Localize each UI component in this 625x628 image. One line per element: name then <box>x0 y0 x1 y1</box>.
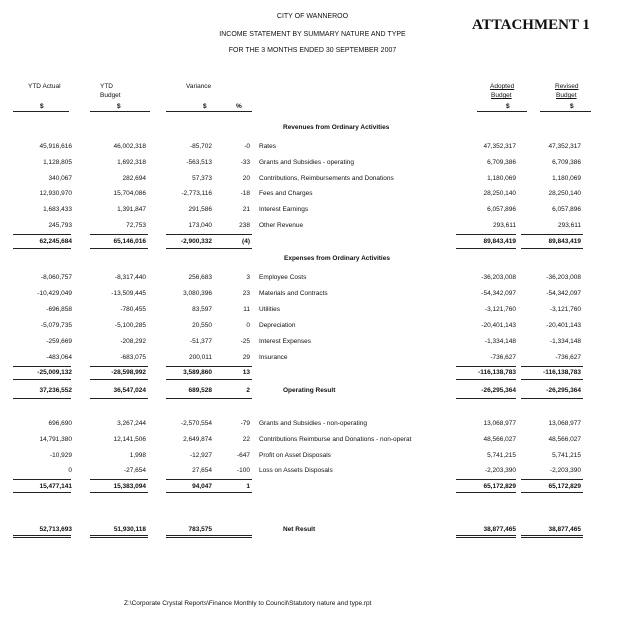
col-variance: Variance <box>186 83 212 90</box>
row-label: Fees and Charges <box>259 190 313 197</box>
section-revenue-title: Revenues from Ordinary Activities <box>283 124 390 131</box>
cell-budget: -13,509,445 <box>111 290 146 297</box>
cell-adopted: 48,566,027 <box>483 436 516 443</box>
unit-adopted: $ <box>506 103 510 110</box>
cell-budget: 15,383,094 <box>113 483 146 490</box>
section-expenses-title: Expenses from Ordinary Activities <box>284 255 390 262</box>
cell-revised: -36,203,008 <box>546 274 581 281</box>
report-period: FOR THE 3 MONTHS ENDED 30 SEPTEMBER 2007 <box>228 47 397 54</box>
cell-pct: 11 <box>243 306 250 313</box>
cell-adopted: -26,295,364 <box>481 387 516 394</box>
cell-budget: -8,317,440 <box>114 274 146 281</box>
row-label: Interest Expenses <box>259 338 312 345</box>
cell-revised: 47,352,317 <box>548 143 581 150</box>
cell-var: -563,513 <box>186 159 212 166</box>
cell-actual: 340,067 <box>48 175 72 182</box>
attachment-label: ATTACHMENT 1 <box>472 17 590 33</box>
row-label: Profit on Asset Disposals <box>259 452 331 459</box>
cell-actual: 15,477,141 <box>39 483 72 490</box>
cell-pct: 20 <box>242 175 250 182</box>
row-label: Operating Result <box>283 387 336 394</box>
cell-adopted: 293,611 <box>492 222 516 229</box>
cell-actual: 245,793 <box>48 222 72 229</box>
unit-percent: % <box>236 103 242 110</box>
cell-adopted: 6,057,896 <box>487 206 516 213</box>
cell-var: -85,702 <box>189 143 212 150</box>
cell-revised: 293,611 <box>557 222 581 229</box>
cell-adopted: 6,709,386 <box>487 159 516 166</box>
col-revised-line1: Revised <box>555 83 579 90</box>
cell-budget: 282,694 <box>122 175 146 182</box>
cell-actual: 37,236,552 <box>39 387 72 394</box>
cell-pct: 1 <box>246 483 250 490</box>
cell-pct: -0 <box>244 143 250 150</box>
cell-actual: -10,429,049 <box>37 290 72 297</box>
cell-budget: 51,930,118 <box>113 526 146 533</box>
cell-adopted: -2,203,390 <box>484 467 516 474</box>
cell-var: 3,080,396 <box>183 290 212 297</box>
cell-adopted: 65,172,829 <box>483 483 516 490</box>
cell-revised: -1,334,148 <box>549 338 581 345</box>
cell-revised: 1,180,069 <box>552 175 581 182</box>
row-label: Utilities <box>259 306 280 313</box>
cell-budget: 72,753 <box>126 222 146 229</box>
row-label: Net Result <box>283 526 316 533</box>
row-label: Insurance <box>259 354 288 361</box>
cell-revised: 38,877,465 <box>548 526 581 533</box>
cell-var: 57,373 <box>192 175 212 182</box>
cell-revised: -54,342,097 <box>546 290 581 297</box>
cell-budget: 1,692,318 <box>117 159 146 166</box>
unit-revised: $ <box>570 103 574 110</box>
cell-budget: -5,100,285 <box>114 322 146 329</box>
cell-pct: 13 <box>242 369 250 376</box>
cell-var: 83,597 <box>192 306 212 313</box>
cell-adopted: 13,068,977 <box>483 420 516 427</box>
cell-revised: -26,295,364 <box>546 387 581 394</box>
cell-var: 291,586 <box>188 206 212 213</box>
cell-pct: (4) <box>242 238 250 245</box>
cell-actual: 14,791,380 <box>39 436 72 443</box>
cell-adopted: -1,334,148 <box>484 338 516 345</box>
cell-var: 173,040 <box>188 222 212 229</box>
cell-actual: -259,669 <box>46 338 72 345</box>
cell-adopted: 28,250,140 <box>483 190 516 197</box>
col-ytd-budget-line2: Budget <box>100 92 121 99</box>
cell-var: -2,570,554 <box>180 420 212 427</box>
cell-adopted: 1,180,069 <box>487 175 516 182</box>
cell-pct: 23 <box>242 290 250 297</box>
cell-revised: -736,627 <box>555 354 581 361</box>
col-revised-line2: Budget <box>556 92 577 99</box>
cell-actual: 45,916,616 <box>39 143 72 150</box>
cell-adopted: 5,741,215 <box>487 452 516 459</box>
row-label: Contributions Reimburse and Donations - non-operat <box>259 436 412 443</box>
cell-pct: -79 <box>240 420 250 427</box>
cell-var: 200,011 <box>188 354 212 361</box>
cell-actual: 1,128,805 <box>43 159 72 166</box>
row-label: Employee Costs <box>259 274 307 281</box>
cell-var: 94,047 <box>192 483 212 490</box>
cell-adopted: -36,203,008 <box>481 274 516 281</box>
cell-var: -12,927 <box>189 452 212 459</box>
cell-actual: 0 <box>68 467 72 474</box>
cell-actual: 12,930,970 <box>39 190 72 197</box>
unit-variance: $ <box>203 103 207 110</box>
cell-pct: 2 <box>246 387 250 394</box>
cell-revised: 13,068,977 <box>548 420 581 427</box>
cell-adopted: 89,843,419 <box>483 238 516 245</box>
cell-actual: -5,079,735 <box>40 322 72 329</box>
cell-pct: -647 <box>236 452 250 459</box>
cell-var: 2,649,874 <box>183 436 212 443</box>
cell-var: -2,900,332 <box>180 238 212 245</box>
cell-pct: -25 <box>240 338 250 345</box>
cell-adopted: -116,138,783 <box>478 369 516 376</box>
cell-budget: 1,998 <box>129 452 146 459</box>
cell-var: 256,683 <box>188 274 212 281</box>
unit-budget: $ <box>117 103 121 110</box>
cell-actual: 696,690 <box>48 420 72 427</box>
cell-adopted: -20,401,143 <box>481 322 516 329</box>
cell-budget: 46,002,318 <box>113 143 146 150</box>
cell-pct: -100 <box>236 467 250 474</box>
col-adopted-line2: Budget <box>491 92 512 99</box>
row-label: Grants and Subsidies - non-operating <box>259 420 368 427</box>
cell-budget: -683,075 <box>120 354 146 361</box>
cell-revised: -3,121,760 <box>549 306 581 313</box>
cell-pct: 22 <box>242 436 250 443</box>
cell-var: 689,528 <box>188 387 212 394</box>
row-label: Loss on Assets Disposals <box>259 467 333 474</box>
cell-revised: 6,057,896 <box>552 206 581 213</box>
cell-revised: 28,250,140 <box>548 190 581 197</box>
cell-actual: -483,064 <box>46 354 72 361</box>
row-label: Grants and Subsidies - operating <box>259 159 355 166</box>
col-ytd-actual: YTD Actual <box>28 83 61 90</box>
cell-pct: 238 <box>239 222 250 229</box>
cell-actual: 1,683,433 <box>43 206 72 213</box>
cell-budget: -27,654 <box>123 467 146 474</box>
cell-adopted: -3,121,760 <box>484 306 516 313</box>
cell-revised: -20,401,143 <box>546 322 581 329</box>
cell-budget: 12,141,506 <box>113 436 146 443</box>
cell-var: -51,377 <box>189 338 212 345</box>
cell-actual: -25,009,132 <box>37 369 72 376</box>
cell-budget: 36,547,024 <box>113 387 146 394</box>
cell-pct: 3 <box>246 274 250 281</box>
cell-pct: 29 <box>242 354 250 361</box>
report-title: INCOME STATEMENT BY SUMMARY NATURE AND TYPE <box>219 31 406 38</box>
cell-adopted: 38,877,465 <box>483 526 516 533</box>
cell-pct: 21 <box>242 206 250 213</box>
cell-budget: 15,704,086 <box>113 190 146 197</box>
cell-pct: -33 <box>240 159 250 166</box>
org-name: CITY OF WANNEROO <box>276 13 349 20</box>
row-label: Materials and Contracts <box>259 290 328 297</box>
row-label: Depreciation <box>259 322 296 329</box>
cell-actual: 62,245,684 <box>39 238 72 245</box>
row-label: Contributions, Reimbursements and Donations <box>259 175 394 182</box>
cell-var: 783,575 <box>188 526 212 533</box>
cell-actual: -696,858 <box>46 306 72 313</box>
unit-actual: $ <box>40 103 44 110</box>
cell-var: 3,589,860 <box>183 369 212 376</box>
row-label: Rates <box>259 143 276 150</box>
cell-var: 20,550 <box>192 322 212 329</box>
cell-adopted: 47,352,317 <box>483 143 516 150</box>
cell-revised: -116,138,783 <box>543 369 581 376</box>
cell-budget: 1,391,847 <box>117 206 146 213</box>
cell-adopted: -736,627 <box>490 354 516 361</box>
cell-revised: 5,741,215 <box>552 452 581 459</box>
row-label: Other Revenue <box>259 222 304 229</box>
cell-revised: 48,566,027 <box>548 436 581 443</box>
cell-budget: 3,267,244 <box>117 420 146 427</box>
cell-budget: -780,455 <box>120 306 146 313</box>
cell-revised: 89,843,419 <box>548 238 581 245</box>
cell-budget: 65,146,016 <box>113 238 146 245</box>
col-ytd-budget-line1: YTD <box>100 83 113 90</box>
cell-budget: -208,292 <box>120 338 146 345</box>
cell-revised: 65,172,829 <box>548 483 581 490</box>
cell-pct: -18 <box>240 190 250 197</box>
cell-adopted: -54,342,097 <box>481 290 516 297</box>
cell-actual: -8,060,757 <box>40 274 72 281</box>
row-label: Interest Earnings <box>259 206 309 213</box>
cell-var: -2,773,116 <box>181 190 212 197</box>
cell-revised: -2,203,390 <box>549 467 581 474</box>
cell-actual: 52,713,693 <box>39 526 72 533</box>
col-adopted-line1: Adopted <box>490 83 515 90</box>
cell-var: 27,654 <box>192 467 212 474</box>
cell-revised: 6,709,386 <box>552 159 581 166</box>
footer-file-path: Z:\Corporate Crystal Reports\Finance Monthly to Council\Statutory nature and type.rpt <box>124 600 372 607</box>
cell-budget: -28,598,992 <box>111 369 146 376</box>
cell-pct: 0 <box>246 322 250 329</box>
cell-actual: -10,929 <box>49 452 72 459</box>
